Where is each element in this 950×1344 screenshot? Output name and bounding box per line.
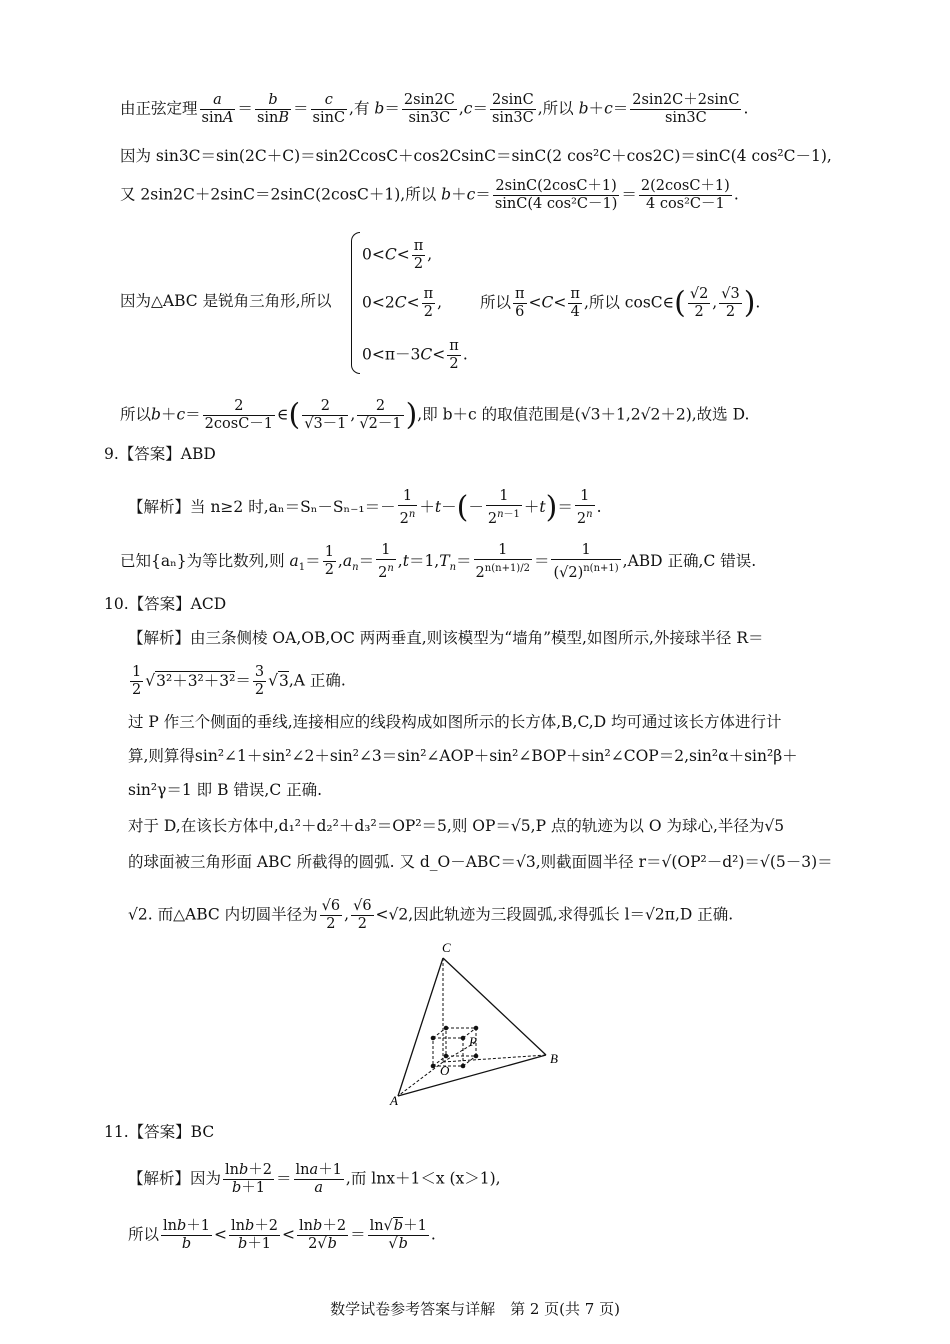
label-A: A [390, 1093, 398, 1108]
q11-line-2: 所以 $\frac{\ln b+1}{b}$ < $\frac{\ln b+2}{b+1}$ < $\frac{\ln b+2}{2√b}$ ＝ $\frac{\ln√b+1}{√b}$ . [128, 1218, 436, 1252]
label-C: C [442, 940, 451, 955]
q10-line-6: 对于 D,在该长方体中,d₁²＋d₂²＋d₃²＝OP²＝5,则 OP＝√5,P 点的轨迹为以 O 为球心,半径为√5 [128, 817, 785, 835]
q8-line-5: 所以b＋c＝ $\frac{2}{2\cos C-1}$ ∈( $\frac{2}{√3-1}$ , $\frac{2}{√2-1}$ ),即 b＋c 的取值范围是(√3＋1,2√2＋2),故选 D. [120, 397, 750, 433]
q10-line-2: $\frac{1}{2}$ √3²＋3²＋3²＝ $\frac{3}{2}$ √3,A 正确. [132, 664, 346, 698]
q10-line-3: 过 P 作三个侧面的垂线,连接相应的线段构成如图所示的长方体,B,C,D 均可通过该长方体进行计 [128, 713, 782, 731]
q8-line-4-result: 所以 $\frac{\pi}{6}$ <C< $\frac{\pi}{4}$ ,所以 cosC∈( $\frac{√2}{2}$ , $\frac{√3}{2}$ ). [480, 285, 761, 321]
q11-line-1: 【解析】因为 $\frac{\ln b+2}{b+1}$ ＝ $\frac{\ln a+1}{a}$ ,而 lnx＋1＜x (x＞1), [128, 1162, 501, 1196]
q8-line-2: 因为 sin3C＝sin(2C＋C)＝sin2CcosC＋cos2CsinC＝sinC(2 cos²C＋cos2C)＝sinC(4 cos²C－1), [120, 147, 832, 165]
q10-line-5: sin²γ＝1 即 B 错误,C 正确. [128, 781, 323, 799]
q10-line-1: 【解析】由三条侧棱 OA,OB,OC 两两垂直,则该模型为“墙角”模型,如图所示,外接球半径 R＝ [128, 629, 764, 647]
edge-CA [398, 958, 443, 1096]
label-B: B [550, 1051, 558, 1066]
edge-AB [398, 1055, 546, 1096]
label-O: O [440, 1063, 450, 1078]
label-P: P [469, 1034, 477, 1049]
tetrahedron-figure [380, 938, 580, 1108]
q10-line-7: 的球面被三角形面 ABC 所截得的圆弧. 又 d_O－ABC＝√3,则截面圆半径 r＝√(OP²－d²)＝√(5－3)＝ [128, 853, 833, 871]
edge-CB [443, 958, 546, 1055]
system-row-2: 0<2C< $\frac{\pi}{2}$ , [362, 286, 443, 320]
system-brace [351, 232, 360, 374]
q11-answer: 11.【答案】BC [104, 1123, 215, 1141]
q9-line-1: 【解析】当 n≥2 时,aₙ＝Sₙ－Sₙ₋₁＝－ $\frac{1}{2^n}$ ＋t－(－ $\frac{1}{2^{n-1}}$ ＋t)＝ $\frac{1}{2^n}$ . [128, 488, 602, 527]
system-row-1: 0<C< $\frac{\pi}{2}$ , [362, 238, 433, 272]
q9-line-2: 已知{aₙ}为等比数列,则 $a_1=$ $\frac{1}{2}$ $,a_n=$ $\frac{1}{2^n}$ $,t=1,T_n=$ $\frac{1}{2^{n(n+1)/2}}$ ＝ $\frac{1}{(√2)^{n(n+1)}}$ ,ABD 正确,C 错误. [120, 542, 757, 581]
edge-OA [398, 1062, 443, 1096]
q9-answer: 9.【答案】ABD [104, 445, 216, 463]
q10-line-8: √2. 而△ABC 内切圆半径为 $\frac{√6}{2}$ , $\frac{√6}{2}$ <√2,因此轨迹为三段圆弧,求得弧长 l＝√2π,D 正确. [128, 898, 734, 932]
q8-line-1: 由正弦定理 $\frac{a}{\sin A}$ ＝ $\frac{b}{\sin B}$ ＝ $\frac{c}{\sin C}$ ,有 b＝ $\frac{2\sin 2C}{\sin 3C}$ ,c＝ $\frac{2\sin C}{\sin 3C}$ ,所以 b＋c＝ $\frac{2\sin 2C+2\sin C}{\sin 3C}$ . [120, 92, 749, 126]
q8-line-4-prefix: 因为△ABC 是锐角三角形,所以 [120, 292, 332, 310]
page-footer: 数学试卷参考答案与详解 第 2 页(共 7 页) [330, 1300, 620, 1318]
q10-answer: 10.【答案】ACD [104, 595, 227, 613]
system-row-3: 0<π－3C< $\frac{\pi}{2}$ . [362, 338, 468, 372]
q10-line-4: 算,则算得sin²∠1＋sin²∠2＋sin²∠3＝sin²∠AOP＋sin²∠BOP＋sin²∠COP＝2,sin²α＋sin²β＋ [128, 747, 798, 765]
q8-line-3: 又 2sin2C＋2sinC＝2sinC(2cosC＋1),所以 b＋c＝ $\frac{2\sin C(2\cos C+1)}{\text{sinC(4 cos²C－1)}}$ ＝ $\frac{2(2\cos C+1)}{\text{4 cos²C－1}}$ . [120, 178, 739, 212]
